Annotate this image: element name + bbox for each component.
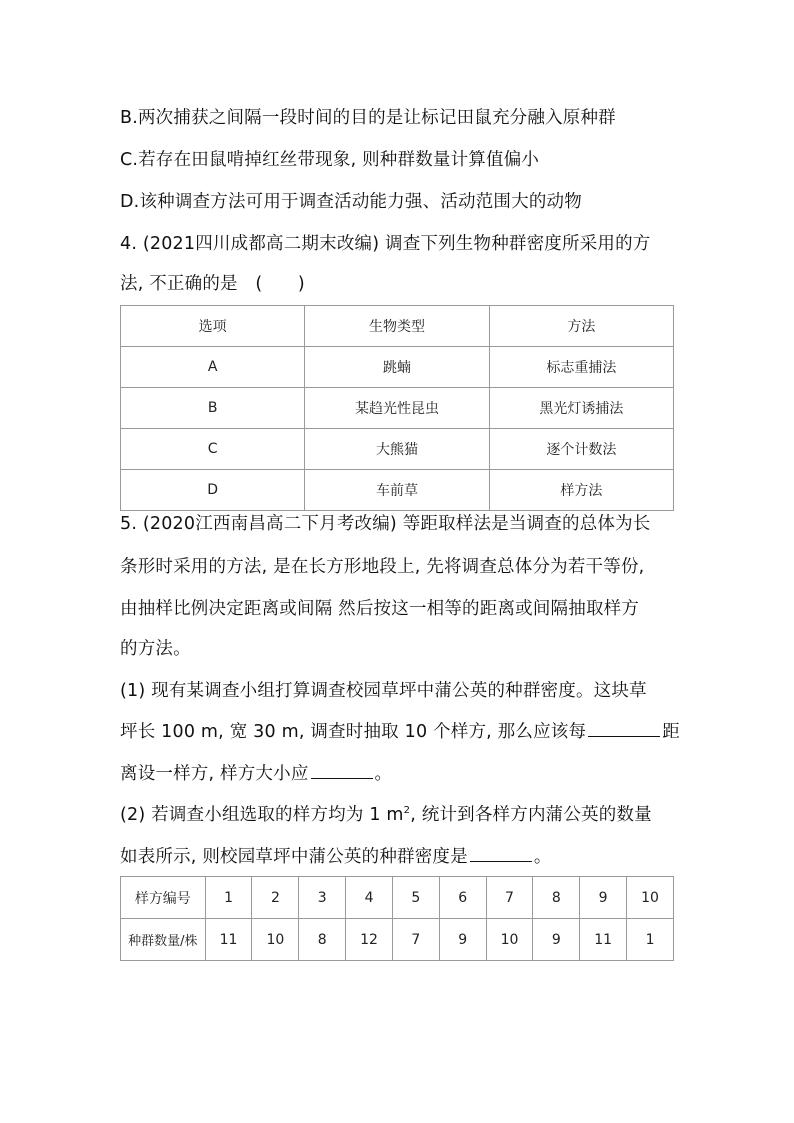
table-cell: 样方法 <box>489 470 673 511</box>
header-method: 方法 <box>489 306 673 347</box>
part-1-line-3 <box>120 762 392 786</box>
question-4-line-2: 法, 不正确的是 ( ) <box>120 274 305 294</box>
part-1-text: 离设一样方, 样方大小应 <box>120 764 309 784</box>
table-cell: B <box>121 388 305 429</box>
part-2-line-1 <box>120 803 652 827</box>
table-cell: 10 <box>627 877 674 919</box>
header-organism: 生物类型 <box>305 306 489 347</box>
table-cell: A <box>121 347 305 388</box>
part-1-line-1: (1) 现有某调查小组打算调查校园草坪中蒲公英的种群密度。这块草 <box>120 681 647 701</box>
part-2-text: 。 <box>533 847 552 867</box>
part-2-text: 如表所示, 则校园草坪中蒲公英的种群密度是 <box>120 847 468 867</box>
table-row <box>121 347 674 388</box>
table-row <box>121 877 674 919</box>
question-5-line-4: 的方法。 <box>120 639 191 659</box>
table-header-row <box>121 306 674 347</box>
table-cell: 9 <box>580 877 627 919</box>
sample-count-table <box>120 876 674 961</box>
option-c: C.若存在田鼠啃掉红丝带现象, 则种群数量计算值偏小 <box>120 150 540 170</box>
table-cell: 1 <box>627 919 674 961</box>
question-5-line-3: 由抽样比例决定距离或间隔 然后按这一相等的距离或间隔抽取样方 <box>120 599 640 619</box>
table-cell: 7 <box>486 877 533 919</box>
table-cell: 11 <box>205 919 252 961</box>
option-d: D.该种调查方法可用于调查活动能力强、活动范围大的动物 <box>120 192 582 212</box>
question-4-line-1: 4. (2021四川成都高二期末改编) 调查下列生物种群密度所采用的方 <box>120 234 651 254</box>
table-cell: 9 <box>533 919 580 961</box>
methods-table <box>120 305 674 511</box>
option-b: B.两次捕获之间隔一段时间的目的是让标记田鼠充分融入原种群 <box>120 108 616 128</box>
table-cell: 6 <box>439 877 486 919</box>
table-cell: 某趋光性昆虫 <box>305 388 489 429</box>
table-cell: 11 <box>580 919 627 961</box>
table-cell: 10 <box>252 919 299 961</box>
table-cell: C <box>121 429 305 470</box>
part-1-text: 坪长 100 m, 宽 30 m, 调查时抽取 10 个样方, 那么应该每 <box>120 722 587 742</box>
part-1-text: 。 <box>374 764 393 784</box>
superscript: 2 <box>403 805 411 817</box>
header-option: 选项 <box>121 306 305 347</box>
table-row <box>121 470 674 511</box>
table-cell: 1 <box>205 877 252 919</box>
table-cell: D <box>121 470 305 511</box>
table-cell: 跳蝻 <box>305 347 489 388</box>
table-row <box>121 919 674 961</box>
table-row <box>121 429 674 470</box>
table-cell: 10 <box>486 919 533 961</box>
table-cell: 12 <box>346 919 393 961</box>
table-cell: 车前草 <box>305 470 489 511</box>
table-cell: 9 <box>439 919 486 961</box>
table-cell: 标志重捕法 <box>489 347 673 388</box>
answer-blank-1[interactable] <box>588 720 660 737</box>
question-5-line-1: 5. (2020江西南昌高二下月考改编) 等距取样法是当调查的总体为长 <box>120 514 651 534</box>
table-row <box>121 388 674 429</box>
table-cell: 5 <box>392 877 439 919</box>
table-cell: 逐个计数法 <box>489 429 673 470</box>
answer-blank-2[interactable] <box>311 762 373 779</box>
table-cell: 2 <box>252 877 299 919</box>
table-cell: 黑光灯诱捕法 <box>489 388 673 429</box>
table-cell: 8 <box>533 877 580 919</box>
answer-blank-3[interactable] <box>470 845 532 862</box>
part-2-text: (2) 若调查小组选取的样方均为 1 m <box>120 805 404 825</box>
table-cell: 4 <box>346 877 393 919</box>
table-cell: 3 <box>299 877 346 919</box>
row-label: 样方编号 <box>121 877 206 919</box>
table-cell: 8 <box>299 919 346 961</box>
table-cell: 大熊猫 <box>305 429 489 470</box>
row-label: 种群数量/株 <box>121 919 206 961</box>
part-2-line-2 <box>120 845 552 869</box>
part-1-text: 距 <box>662 722 680 742</box>
table-cell: 7 <box>392 919 439 961</box>
question-5-line-2: 条形时采用的方法, 是在长方形地段上, 先将调查总体分为若干等份, <box>120 557 645 577</box>
part-1-line-2 <box>120 720 680 744</box>
part-2-text: , 统计到各样方内蒲公英的数量 <box>410 805 652 825</box>
